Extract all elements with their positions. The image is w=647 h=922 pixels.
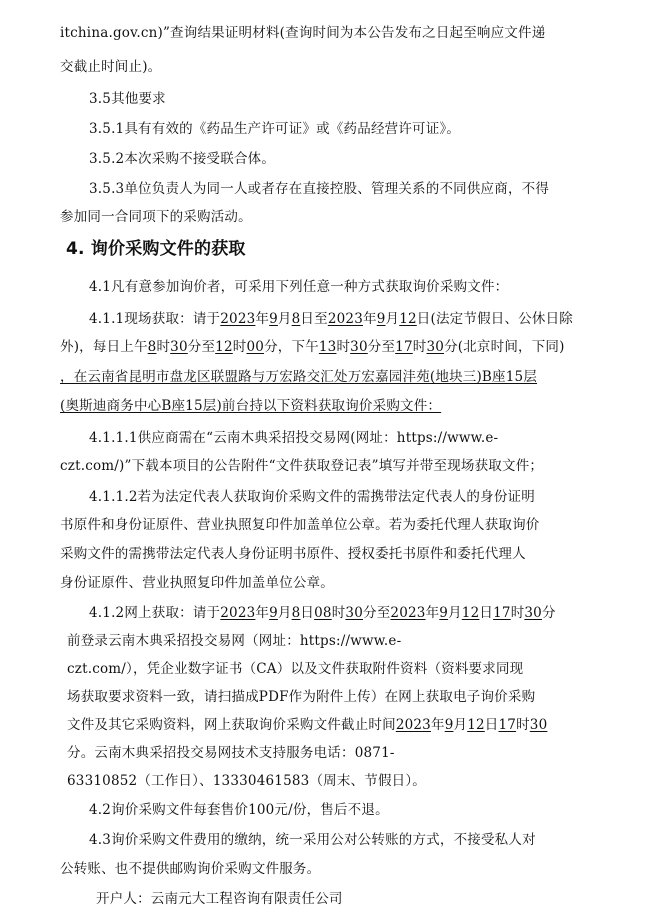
paragraph-line: 场获取要求资料一致，请扫描成PDF作为附件上传）在网上获取电子询价采购: [67, 689, 536, 705]
paragraph-line: 4.1.1现场获取：请于2023年9月8日至2023年9月12日(法定节假日、公休日除: [89, 311, 573, 327]
address-line: ，在云南省昆明市盘龙区联盟路与万宏路交汇处万宏嘉园沣苑(地块三)B座15层: [60, 369, 538, 385]
paragraph-line: 4.1凡有意参加询价者，可采用下列任意一种方式获取询价采购文件：: [89, 279, 509, 295]
paragraph-line: 身份证原件、营业执照复印件加盖单位公章。: [60, 575, 334, 591]
paragraph-line: [60, 397, 441, 415]
paragraph-line: 参加同一合同项下的采购活动。: [60, 209, 252, 225]
paragraph-line: czt.com/)”下载本项目的公告附件“文件获取登记表”填写并带至现场获取文件；: [60, 458, 544, 474]
paragraph-line: 3.5.3单位负责人为同一人或者存在直接控股、管理关系的不同供应商，不得: [89, 181, 550, 197]
paragraph-line: 3.5.1具有有效的《药品生产许可证》或《药品经营许可证》。: [89, 121, 461, 137]
paragraph-line: itchina.gov.cn)”查询结果证明材料(查询时间为本公告发布之日起至响应文件递: [60, 25, 546, 41]
paragraph-line: 书原件和身份证原件、营业执照复印件加盖单位公章。若为委托代理人获取询价: [60, 517, 540, 533]
paragraph-line: 4.3询价采购文件费用的缴纳，统一采用公对公转账的方式，不接受私人对: [89, 832, 536, 848]
paragraph-line: 公转账、也不提供邮购询价采购文件服务。: [60, 861, 321, 877]
paragraph-line: 外)，每日上午8时30分至12时00分，下午13时30分至17时30分(北京时间，下同): [60, 339, 565, 355]
paragraph-line: 4.1.1.1供应商需在“云南木典采招投交易网(网址：https://www.e-: [89, 430, 499, 446]
section-subheading: 3.5其他要求: [89, 91, 166, 107]
paragraph-line: 63310852（工作日）、13330461583（周末、节假日）。: [67, 773, 426, 789]
paragraph-line: 采购文件的需携带法定代表人身份证明书原件、授权委托书原件和委托代理人: [60, 546, 526, 562]
paragraph-line: 前登录云南木典采招投交易网（网址：https://www.e-: [67, 633, 402, 649]
account-holder-line: 开户人：云南元大工程咨询有限责任公司: [96, 891, 343, 907]
paragraph-line: 4.2询价采购文件每套售价100元/份，售后不退。: [89, 802, 389, 818]
paragraph-line: 4.1.2网上获取：请于2023年9月8日08时30分至2023年9月12日17时30分: [89, 605, 556, 621]
section-heading: 4. 询价采购文件的获取: [66, 239, 246, 259]
paragraph-line: 文件及其它采购资料，网上获取询价采购文件截止时间2023年9月12日17时30: [67, 717, 548, 733]
paragraph-line: 4.1.1.2若为法定代表人获取询价采购文件的需携带法定代表人的身份证明: [89, 489, 535, 505]
paragraph-line: czt.com/），凭企业数字证书（CA）以及文件获取附件资料（资料要求同现: [67, 661, 524, 677]
paragraph-line: 交截止时间止)。: [60, 59, 162, 75]
paragraph-line: 3.5.2本次采购不接受联合体。: [89, 151, 276, 167]
address-continuation: (奥斯迪商务中心B座15层)前台持以下资料获取询价采购文件：: [60, 398, 442, 414]
paragraph-line: 分。云南木典采招投交易网技术支持服务电话：0871-: [67, 745, 395, 761]
